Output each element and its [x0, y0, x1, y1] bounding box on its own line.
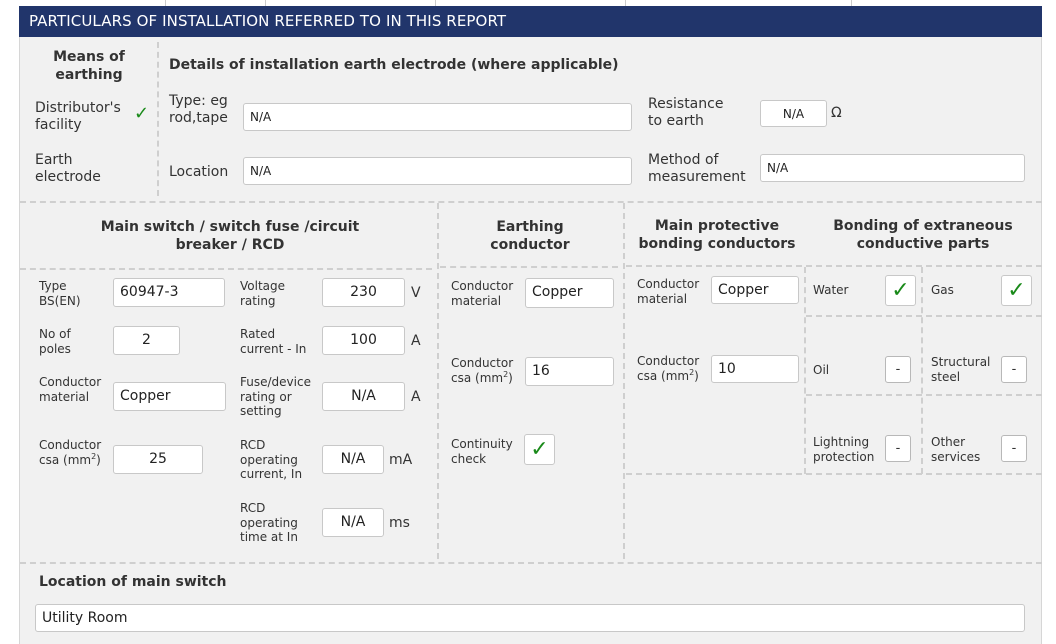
- electrode-location-input[interactable]: N/A: [243, 157, 632, 185]
- gas-check[interactable]: ✓: [1001, 275, 1032, 306]
- bonding-conductors-heading: Main protective bonding conductors: [638, 218, 796, 252]
- conductor-csa-input[interactable]: 25: [113, 445, 203, 474]
- rcd-time-unit: ms: [389, 515, 410, 531]
- method-label: Method of measurement: [648, 152, 746, 185]
- fuse-rating-input[interactable]: N/A: [322, 382, 405, 411]
- divider: [20, 268, 432, 270]
- distributor-facility-label: Distributor's facility: [35, 100, 121, 133]
- earthing-csa-label: Conductor csa $(mm^2)$: [451, 356, 514, 385]
- rcd-current-unit: mA: [389, 452, 413, 468]
- earth-electrode-label: Earth electrode: [35, 152, 101, 185]
- continuity-label: Continuity check: [451, 437, 513, 466]
- type-input[interactable]: 60947-3: [113, 278, 225, 307]
- structural-toggle[interactable]: -: [1001, 356, 1027, 383]
- method-input[interactable]: N/A: [760, 154, 1025, 182]
- lightning-label: Lightning protection: [813, 435, 875, 464]
- conductor-material-input[interactable]: Copper: [113, 382, 226, 411]
- conductor-material-label: Conductor material: [39, 375, 102, 404]
- divider: [437, 203, 439, 559]
- water-check[interactable]: ✓: [885, 275, 916, 306]
- earthing-conductor-heading: Earthing conductor: [490, 219, 570, 253]
- rcd-current-label: RCD operating current, In: [240, 438, 303, 481]
- location-main-switch-input[interactable]: Utility Room: [35, 604, 1025, 632]
- other-services-toggle[interactable]: -: [1001, 435, 1027, 462]
- rated-current-input[interactable]: 100: [322, 326, 405, 355]
- bonding-csa-input[interactable]: 10: [711, 355, 799, 383]
- poles-label: No of poles: [39, 327, 71, 356]
- divider: [157, 42, 159, 196]
- electrode-location-label: Location: [169, 164, 229, 180]
- earthing-material-label: Conductor material: [451, 279, 514, 308]
- voltage-unit: V: [411, 285, 421, 301]
- distributor-facility-check[interactable]: ✓: [134, 103, 150, 124]
- water-label: Water: [813, 283, 849, 297]
- bonding-csa-label: Conductor csa $(mm^2)$: [637, 354, 700, 383]
- rcd-current-input[interactable]: N/A: [322, 445, 384, 474]
- rated-current-label: Rated current - In: [240, 327, 307, 356]
- gas-label: Gas: [931, 283, 954, 297]
- main-switch-heading: Main switch / switch fuse /circuit breaker / RCD: [100, 219, 360, 253]
- electrode-heading: Details of installation earth electrode (where applicable): [169, 57, 619, 73]
- oil-label: Oil: [813, 363, 830, 377]
- divider: [626, 265, 1042, 267]
- rcd-time-input[interactable]: N/A: [322, 508, 384, 537]
- structural-label: Structural steel: [931, 355, 991, 384]
- bonding-material-label: Conductor material: [637, 277, 700, 306]
- resistance-input[interactable]: N/A: [760, 100, 827, 127]
- oil-toggle[interactable]: -: [885, 356, 911, 383]
- divider: [20, 562, 1042, 564]
- electrode-type-label: Type: eg rod,tape: [169, 93, 228, 126]
- divider: [806, 394, 1042, 396]
- voltage-label: Voltage rating: [240, 279, 286, 308]
- other-services-label: Other services: [931, 435, 981, 464]
- earthing-csa-input[interactable]: 16: [525, 357, 614, 386]
- section-header: PARTICULARS OF INSTALLATION REFERRED TO IN THIS REPORT: [19, 6, 1042, 37]
- earthing-material-input[interactable]: Copper: [525, 278, 614, 308]
- divider: [804, 267, 806, 474]
- divider: [440, 266, 618, 268]
- divider: [626, 473, 1042, 475]
- continuity-check[interactable]: ✓: [524, 434, 555, 465]
- voltage-input[interactable]: 230: [322, 278, 405, 307]
- rated-current-unit: A: [411, 333, 421, 349]
- extraneous-heading: Bonding of extraneous conductive parts: [833, 218, 1013, 252]
- lightning-toggle[interactable]: -: [885, 435, 911, 462]
- divider: [806, 315, 1042, 317]
- type-label: Type BS(EN): [39, 279, 81, 308]
- divider: [921, 267, 923, 474]
- ohm-unit: Ω: [831, 105, 842, 121]
- means-of-earthing-heading: Means of earthing: [53, 49, 125, 83]
- fuse-rating-label: Fuse/device rating or setting: [240, 375, 311, 418]
- conductor-csa-label: Conductor csa $(mm^2)$: [39, 438, 102, 467]
- poles-input[interactable]: 2: [113, 326, 180, 355]
- bonding-material-input[interactable]: Copper: [711, 276, 799, 304]
- location-main-switch-heading: Location of main switch: [39, 574, 227, 590]
- resistance-label: Resistance to earth: [648, 96, 724, 129]
- divider: [623, 203, 625, 559]
- rcd-time-label: RCD operating time at In: [240, 501, 298, 544]
- divider: [20, 201, 1042, 203]
- fuse-rating-unit: A: [411, 389, 421, 405]
- electrode-type-input[interactable]: N/A: [243, 103, 632, 131]
